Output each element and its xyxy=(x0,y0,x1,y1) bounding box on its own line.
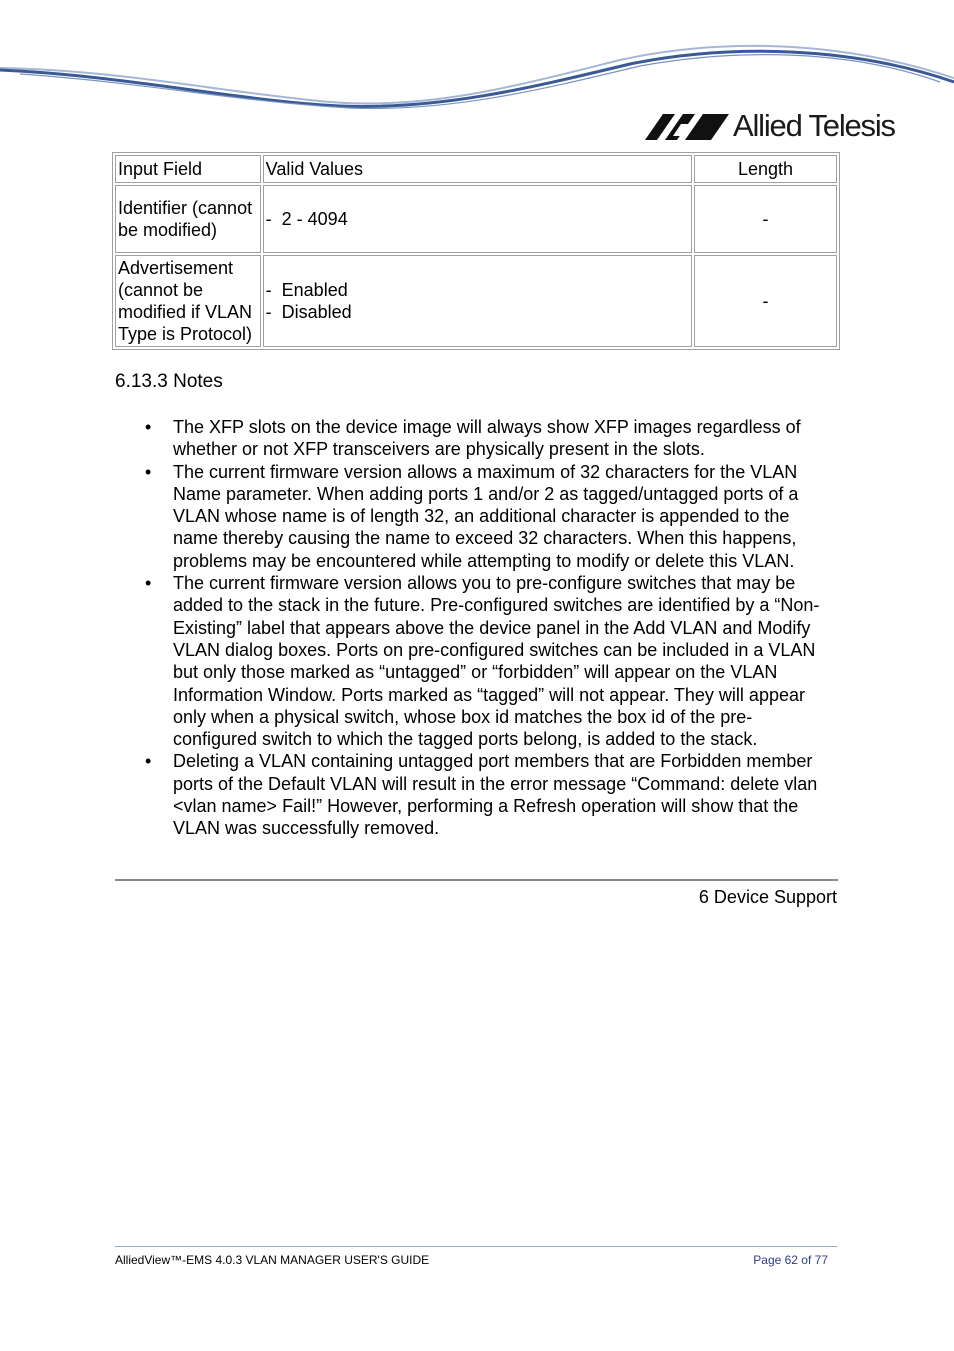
note-text: The current firmware version allows a maximum of 32 characters for the VLAN Name parameter. When adding ports 1 and/or 2 as tagged/untagged ports of a VLAN whose name is of length 32, an additional character is appended to the name thereby causing the name to exceed 32 characters. When this happens, problems may be encountered while attempting to modify or delete this VLAN. xyxy=(173,461,799,571)
notes-list xyxy=(115,416,835,840)
footer-document-title: AlliedView™-EMS 4.0.3 VLAN MANAGER USER'S GUIDE xyxy=(115,1253,430,1267)
header-input-field: Input Field xyxy=(115,155,261,183)
cell-field: Advertisement (cannot be modified if VLAN Type is Protocol) xyxy=(115,255,261,347)
bullet-icon: • xyxy=(145,573,152,594)
valid-values-table xyxy=(112,152,840,350)
table-row xyxy=(115,255,837,347)
list-item xyxy=(115,461,835,572)
cell-valid-values xyxy=(263,255,692,347)
table-row xyxy=(115,185,837,253)
allied-telesis-logo-text: Allied Telesis xyxy=(733,108,895,143)
header-swoosh-decoration xyxy=(0,30,954,120)
bullet-icon: • xyxy=(145,417,152,437)
cell-field: Identifier (cannot be modified) xyxy=(115,185,261,253)
note-text: Deleting a VLAN containing untagged port members that are Forbidden member ports of the Default VLAN will result in the error message “Command: delete vlan <vlan name> Fail!” However, performing a Refresh operation will show that the VLAN was successfully removed. xyxy=(173,751,818,839)
cell-length: - xyxy=(694,255,837,347)
list-item xyxy=(115,750,835,839)
valid-value-item: - 2 - 4094 xyxy=(266,208,689,230)
section-heading: 6.13.3 Notes xyxy=(115,371,223,392)
allied-telesis-logo xyxy=(645,108,905,148)
bullet-icon: • xyxy=(145,751,152,772)
note-text: The current firmware version allows you to pre-configure switches that may be added to the stack in the future. Pre-configured switches are identified by a “Non-Existing” label that appears above the device panel in the Add VLAN and Modify VLAN dialog boxes. Ports on pre-configured switches can be included in a VLAN but only those marked as “untagged” or “forbidden” will appear on the VLAN Information Window. Ports marked as “tagged” will not appear. They will appear only when a physical switch, whose box id matches the box id of the pre-configured switch to which the tagged ports belong, is added to the stack. xyxy=(173,573,820,750)
header-length: Length xyxy=(694,155,837,183)
cell-length: - xyxy=(694,185,837,253)
note-text: The XFP slots on the device image will always show XFP images regardless of whether or not XFP transceivers are physically present in the slots. xyxy=(173,417,801,460)
chapter-label: 6 Device Support xyxy=(698,887,837,907)
allied-telesis-logo-mark-icon xyxy=(645,114,729,140)
list-item xyxy=(115,572,835,750)
valid-value-item: - Disabled xyxy=(266,301,689,323)
section-divider xyxy=(115,879,838,881)
footer-page-number: Page 62 of 77 xyxy=(753,1253,828,1267)
cell-valid-values xyxy=(263,185,692,253)
list-item xyxy=(115,416,835,461)
bullet-icon: • xyxy=(145,461,152,482)
valid-value-item: - Enabled xyxy=(266,279,689,301)
table-header-row xyxy=(115,155,837,183)
header-valid-values: Valid Values xyxy=(263,155,692,183)
footer-divider xyxy=(115,1246,837,1247)
